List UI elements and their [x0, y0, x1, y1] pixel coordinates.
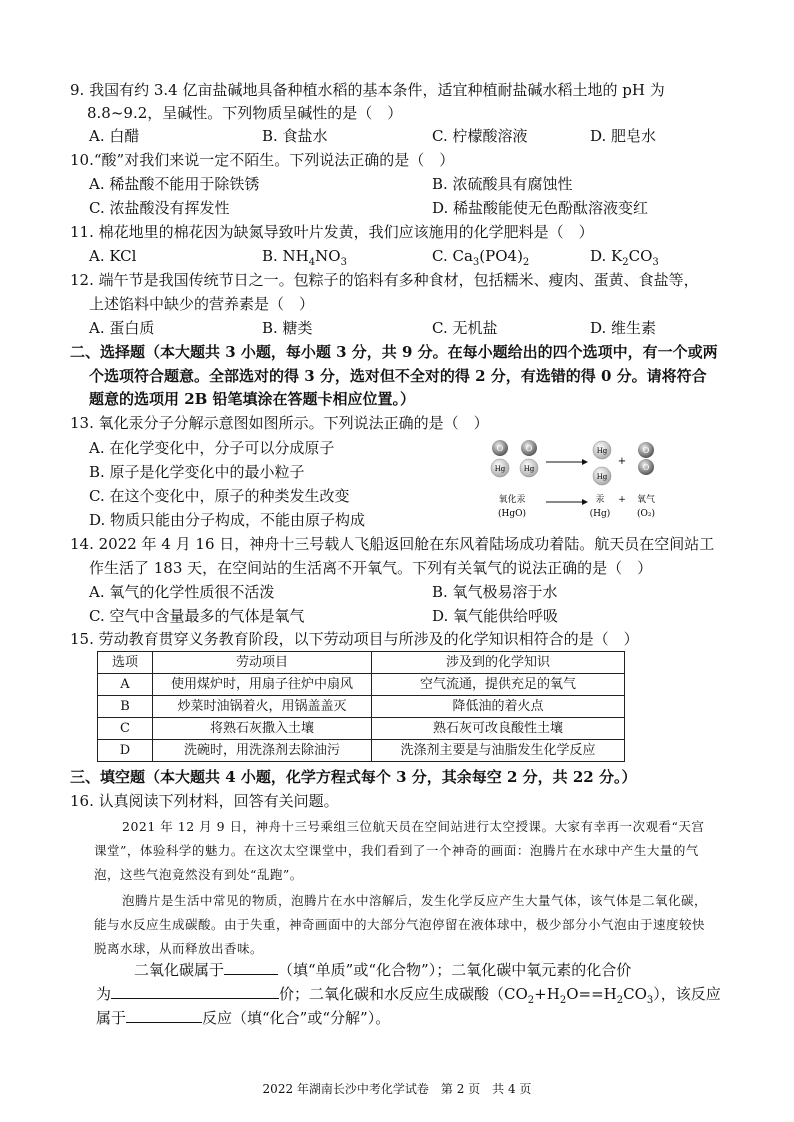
q14-stem-line2: 作生活了 183 天，在空间站的生活离不开氧气。下列有关氧气的说法正确的是（ ） — [89, 559, 653, 577]
q16-passage-para1: 2021 年 12 月 9 日，神舟十三号乘组三位航天员在空间站进行太空授课。大家有幸再一次观看“天宫课堂”，体验科学的魅力。在这次太空课堂中，我们看到了一个神奇的画面：泡腾片在水球中产生大量的气泡，这些气泡竟然没有到处“乱跑”。 — [94, 819, 705, 882]
svg-text:Hg: Hg — [596, 447, 608, 455]
svg-text:O: O — [525, 444, 533, 453]
q10-stem: 10.“酸”对我们来说一定不陌生。下列说法正确的是（ ） — [70, 151, 455, 169]
q16-question-line3: 属于 反应（填“化合”或“分解”）。 — [96, 1006, 390, 1028]
svg-text:O: O — [496, 444, 504, 453]
table-cell: D — [98, 740, 153, 762]
q9-stem-line1: 9. 我国有约 3.4 亿亩盐碱地具备种植水稻的基本条件，适宜种植耐盐碱水稻土地的 pH 为 — [70, 81, 665, 99]
svg-text:(O₂): (O₂) — [636, 509, 656, 519]
q14-option-a: A. 氧气的化学性质很不活泼 — [89, 583, 275, 601]
q13-option-b: B. 原子是化学变化中的最小粒子 — [89, 463, 305, 481]
table-cell: 空气流通，提供充足的氧气 — [372, 674, 625, 696]
blank-1[interactable] — [224, 958, 278, 975]
q11-option-c: C. $Ca_3(PO4)_2$ — [432, 247, 530, 268]
table-header-row — [98, 652, 625, 674]
svg-text:O: O — [642, 463, 650, 472]
q13-option-a: A. 在化学变化中，分子可以分成原子 — [89, 439, 335, 457]
table-cell: 炒菜时油锅着火，用锅盖盖灭 — [153, 696, 372, 718]
hgo-molecule-2 — [520, 440, 538, 477]
q12-stem-line1: 12. 端午节是我国传统节日之一。包粽子的馅料有多种食材，包括糯米、瘦肉、蛋黄、食盐等， — [70, 271, 699, 289]
o2-molecule — [638, 442, 654, 475]
table-cell: C — [98, 718, 153, 740]
table-row — [98, 674, 625, 696]
table-cell: 降低油的着火点 — [372, 696, 625, 718]
svg-text:Hg: Hg — [596, 473, 608, 481]
q10-option-a: A. 稀盐酸不能用于除铁锈 — [89, 175, 260, 193]
q11-option-a: A. KCl — [89, 247, 137, 265]
q16-passage-para2: 泡腾片是生活中常见的物质，泡腾片在水中溶解后，发生化学反应产生大量气体，该气体是二氧化碳，能与水反应生成碳酸。由于失重，神奇画面中的大部分气泡停留在液体球中，极少部分小气泡由于速度较快脱离水球，从而释放出香味。 — [94, 893, 708, 956]
table-row — [98, 740, 625, 762]
q13-option-d: D. 物质只能由分子构成，不能由原子构成 — [89, 511, 366, 529]
page-footer: 2022 年湖南长沙中考化学试卷 第 2 页 共 4 页 — [262, 1082, 532, 1096]
header-chem-knowledge: 涉及到的化学知识 — [372, 652, 625, 674]
q14-stem-line1: 14. 2022 年 4 月 16 日，神舟十三号载人飞船返回舱在东风着陆场成功着陆。航天员在空间站工 — [70, 535, 715, 553]
table-row — [98, 718, 625, 740]
svg-text:+: + — [617, 456, 627, 467]
table-cell: 将熟石灰撒入土壤 — [153, 718, 372, 740]
svg-text:O: O — [642, 446, 650, 455]
hgo-molecule-1 — [491, 440, 509, 477]
section2-heading-line1: 二、选择题（本大题共 3 小题，每小题 3 分，共 9 分。在每小题给出的四个选项中，有一个或两 — [70, 343, 718, 361]
section2-heading-line3: 题意的选项用 2B 铅笔填涂在答题卡相应位置。） — [89, 390, 416, 408]
svg-text:氧化汞: 氧化汞 — [498, 495, 526, 505]
q15-table — [97, 651, 625, 762]
table-cell: 洗涤剂主要是与油脂发生化学反应 — [372, 740, 625, 762]
q9-option-b: B. 食盐水 — [262, 127, 328, 145]
blank-2[interactable] — [111, 982, 279, 999]
q10-option-c: C. 浓盐酸没有挥发性 — [89, 199, 230, 217]
q16-question-line1: 二氧化碳属于 （填“单质”或“化合物”）；二氧化碳中氧元素的化合价 — [134, 958, 631, 980]
q10-option-d: D. 稀盐酸能使无色酚酞溶液变红 — [432, 199, 649, 217]
table-cell: 使用煤炉时，用扇子往炉中扇风 — [153, 674, 372, 696]
blank-3[interactable] — [126, 1006, 202, 1023]
table-cell: 洗碗时，用洗涤剂去除油污 — [153, 740, 372, 762]
table-cell: B — [98, 696, 153, 718]
svg-text:汞: 汞 — [595, 495, 605, 505]
svg-text:Hg: Hg — [494, 465, 506, 473]
q9-stem-line2: 8.8~9.2，呈碱性。下列物质呈碱性的是（ ） — [87, 104, 403, 122]
header-option: 选项 — [98, 652, 153, 674]
q13-option-c: C. 在这个变化中，原子的种类发生改变 — [89, 487, 350, 505]
section2-heading-line2: 个选项符合题意。全部选对的得 3 分，选对但不全对的得 2 分，有选错的得 0 分。请将符合 — [89, 367, 707, 385]
q16-stem: 16. 认真阅读下列材料，回答有关问题。 — [70, 792, 339, 810]
q14-option-b: B. 氧气极易溶于水 — [432, 583, 558, 601]
q11-stem: 11. 棉花地里的棉花因为缺氮导致叶片发黄，我们应该施用的化学肥料是（ ） — [70, 223, 594, 241]
header-labor-item: 劳动项目 — [153, 652, 372, 674]
q12-option-b: B. 糖类 — [262, 319, 313, 337]
svg-text:(Hg): (Hg) — [589, 509, 611, 519]
q12-stem-line2: 上述馅料中缺少的营养素是（ ） — [89, 295, 315, 313]
q10-option-b: B. 浓硫酸具有腐蚀性 — [432, 175, 573, 193]
q15-stem: 15. 劳动教育贯穿义务教育阶段，以下劳动项目与所涉及的化学知识相符合的是（ ） — [70, 630, 639, 648]
q9-option-c: C. 柠檬酸溶液 — [432, 127, 528, 145]
q12-option-d: D. 维生素 — [590, 319, 657, 337]
svg-text:氧气: 氧气 — [636, 495, 656, 505]
q9-option-d: D. 肥皂水 — [590, 127, 657, 145]
svg-text:Hg: Hg — [523, 465, 535, 473]
q12-option-c: C. 无机盐 — [432, 319, 498, 337]
q11-option-b: B. $NH_4NO_3$ — [262, 247, 347, 268]
q16-question-line2: 为 价；二氧化碳和水反应生成碳酸$(CO_2+H_2O==H_2CO_3)$，该反应 — [96, 982, 721, 1011]
mercury-oxide-decomposition-diagram — [490, 436, 670, 532]
hg-atoms — [593, 441, 611, 485]
q13-stem: 13. 氧化汞分子分解示意图如图所示。下列说法正确的是（ ） — [70, 414, 489, 432]
q14-option-d: D. 氧气能供给呼吸 — [432, 607, 559, 625]
table-row — [98, 696, 625, 718]
table-cell: A — [98, 674, 153, 696]
q14-option-c: C. 空气中含量最多的气体是氧气 — [89, 607, 305, 625]
section3-heading: 三、填空题（本大题共 4 小题，化学方程式每个 3 分，其余每空 2 分，共 22 分。） — [70, 768, 637, 786]
q12-option-a: A. 蛋白质 — [89, 319, 155, 337]
svg-text:(HgO): (HgO) — [497, 509, 527, 519]
q9-option-a: A. 白醋 — [89, 127, 140, 145]
table-cell: 熟石灰可改良酸性土壤 — [372, 718, 625, 740]
svg-text:+: + — [618, 495, 626, 505]
q11-option-d: D. $K_2CO_3$ — [590, 247, 659, 268]
